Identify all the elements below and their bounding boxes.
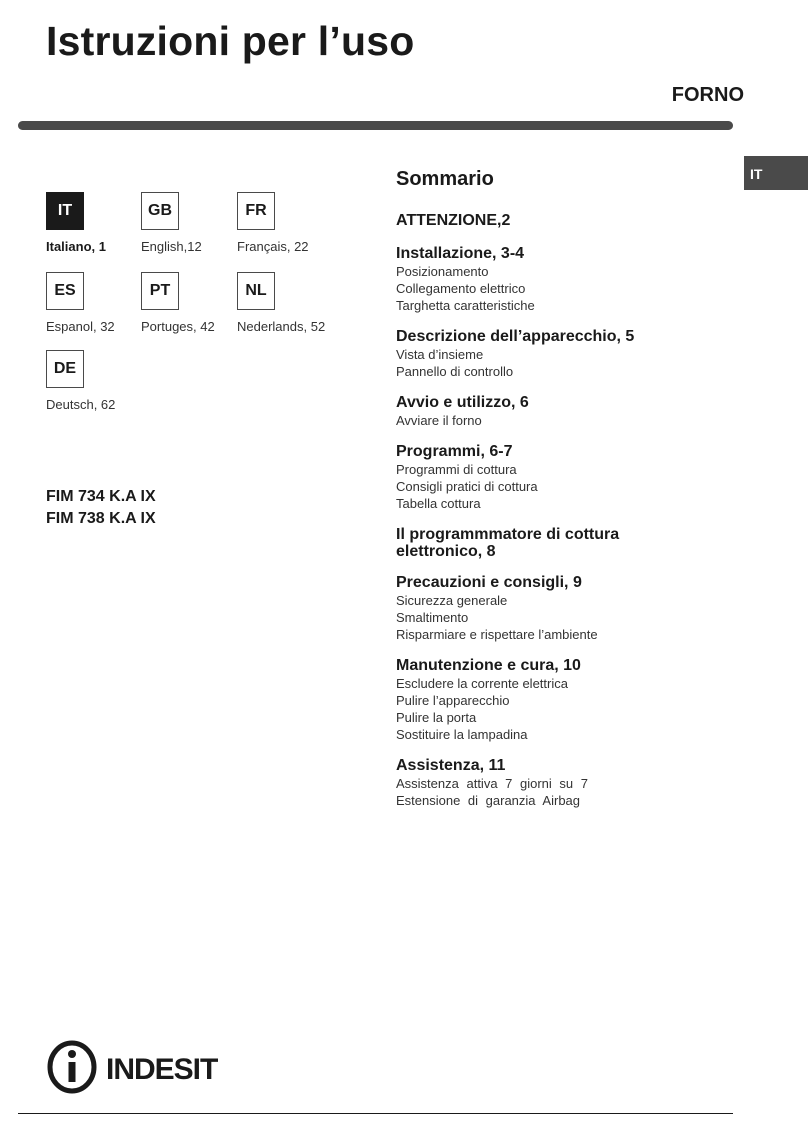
section-item: Programmi di cottura [396,462,517,477]
toc-section-assistenza [396,757,736,809]
section-title: Assistenza, 11 [396,757,506,774]
model-number: FIM 738 K.A IX [46,510,156,527]
section-title: Il programmmatore di cottura elettronico, 8 [396,526,620,560]
brand-name: INDESIT [106,1053,218,1086]
language-code: DE [46,350,84,388]
language-code: PT [141,272,179,310]
language-es[interactable] [46,272,115,334]
language-code: NL [237,272,275,310]
language-code: FR [237,192,275,230]
toc-section-programmi [396,443,736,512]
toc-section-descrizione [396,328,736,380]
section-title: Descrizione dell’apparecchio, 5 [396,328,635,345]
section-title: Avvio e utilizzo, 6 [396,394,529,411]
language-fr[interactable] [237,192,309,254]
toc-section-installazione [396,245,736,314]
header-divider [18,121,733,130]
toc-section-precauzioni [396,574,736,643]
section-item: Sicurezza generale [396,593,508,608]
model-list [46,486,156,530]
section-title: Manutenzione e cura, 10 [396,657,581,674]
section-item: Sostituire la lampadina [396,727,528,742]
section-item: Vista d’insieme [396,347,484,362]
section-item: Escludere la corrente elettrica [396,676,568,691]
language-nl[interactable] [237,272,326,334]
model-number: FIM 734 K.A IX [46,488,156,505]
toc-section-programmatore [396,526,736,560]
language-side-tab: IT [744,156,808,190]
language-code: IT [46,192,84,230]
logo-dot [68,1050,76,1058]
footer-divider [18,1113,733,1114]
section-item: Pulire l’apparecchio [396,693,510,708]
section-item: Posizionamento [396,264,489,279]
section-item: Risparmiare e rispettare l’ambiente [396,627,598,642]
section-item: Pulire la porta [396,710,477,725]
table-of-contents [396,166,736,809]
language-label: English,12 [141,239,202,254]
language-it[interactable] [46,192,106,254]
section-item: Smaltimento [396,610,469,625]
indesit-logo-icon [44,1037,254,1097]
product-type: FORNO [671,84,744,106]
section-item: Estensione di garanzia Airbag [396,793,581,808]
section-item: Tabella cottura [396,496,481,511]
language-label: Deutsch, 62 [46,397,116,412]
section-title: Installazione, 3-4 [396,245,525,262]
language-code: GB [141,192,179,230]
language-de[interactable] [46,350,116,412]
toc-section-manutenzione [396,657,736,743]
section-item: Collegamento elettrico [396,281,526,296]
language-label: Nederlands, 52 [237,319,326,334]
section-title: Precauzioni e consigli, 9 [396,574,582,591]
section-title: Programmi, 6-7 [396,443,513,460]
language-label: Espanol, 32 [46,319,115,334]
toc-sections [396,245,736,809]
toc-attention: ATTENZIONE,2 [396,212,511,229]
logo-stem [69,1062,76,1082]
toc-section-avvio [396,394,736,429]
language-label: Français, 22 [237,239,309,254]
section-item: Targhetta caratteristiche [396,298,535,313]
language-pt[interactable] [141,272,215,334]
section-item: Consigli pratici di cottura [396,479,538,494]
section-item: Avviare il forno [396,413,482,428]
language-label: Italiano, 1 [46,239,106,254]
language-gb[interactable] [141,192,202,254]
section-item: Assistenza attiva 7 giorni su 7 [396,776,588,791]
page-title: Istruzioni per l’uso [46,18,415,64]
language-code: ES [46,272,84,310]
language-label: Portuges, 42 [141,319,215,334]
toc-heading: Sommario [396,168,494,190]
section-item: Pannello di controllo [396,364,514,379]
